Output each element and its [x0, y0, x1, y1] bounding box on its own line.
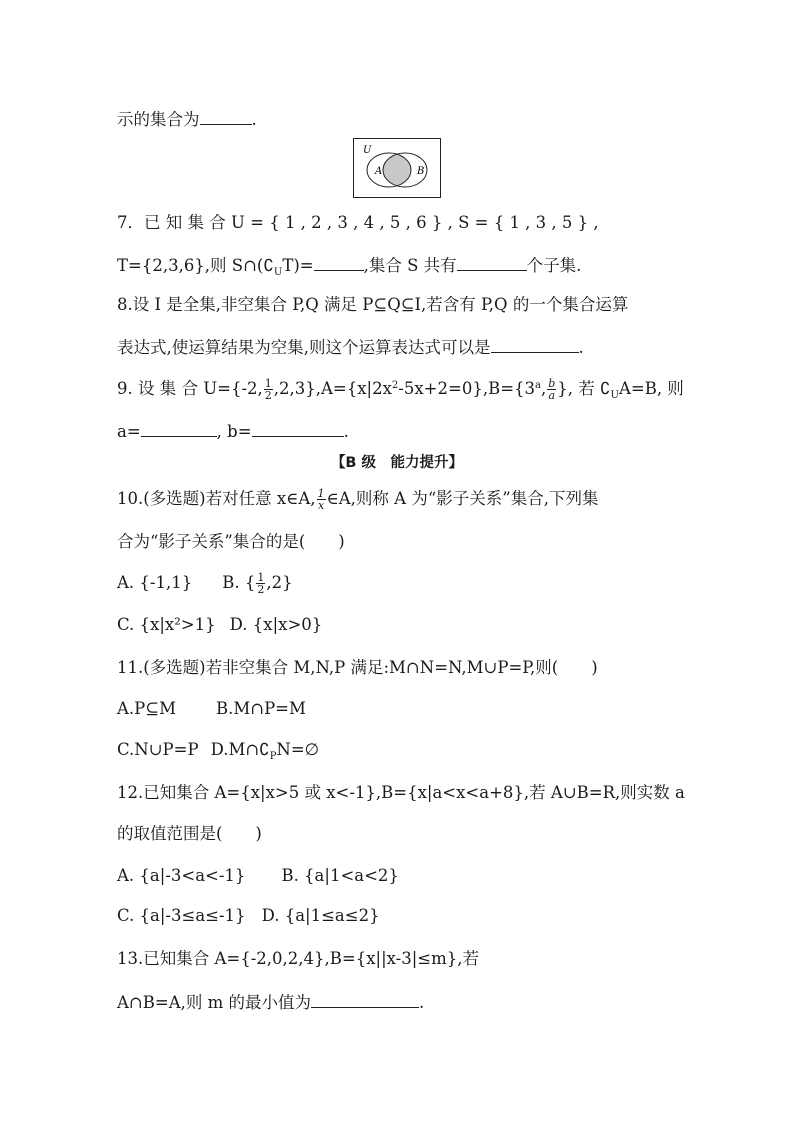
option-c[interactable]: C. {a|-3≤a≤-1} [117, 906, 246, 925]
venn-a-label: A [375, 166, 383, 177]
q8-line1: 8.设 I 是全集,非空集合 P,Q 满足 P⊆Q⊆I,若含有 P,Q 的一个集合运算 [117, 295, 629, 314]
section-heading: 【B 级 能力提升】 [330, 455, 464, 471]
answer-blank[interactable] [311, 989, 419, 1008]
q11-options-ab [117, 697, 306, 721]
q10-options-cd [117, 613, 322, 637]
fraction: $\frac{b}{a}$ [548, 377, 556, 402]
fraction: $\frac{1}{x}$ [317, 487, 325, 512]
q13-line1: 13.已知集合 A={-2,0,2,4},B={x||x-3|≤m},若 [117, 949, 480, 968]
q12-line2: 的取值范围是( ) [117, 824, 262, 843]
q11-line1: 11.(多选题)若非空集合 M,N,P 满足:M∩N=N,M∪P=P,则( ) [117, 658, 598, 677]
option-b[interactable]: B. { $\frac{1}{2}$ ,2} [222, 571, 293, 596]
q10-line2: 合为“影子关系”集合的是( ) [117, 532, 345, 551]
q9-line1: 9. 设 集 合 U={-2, $\frac{1}{2}$ $,2,3\},A=\{x|2x^2-5x+2=0\},B=\{3^a$, $\frac{b}{a}$ }, 若 $∁_UA=B$, 则 [117, 377, 684, 402]
option-a[interactable]: A.P⊆M [117, 699, 176, 718]
venn-diagram [353, 138, 441, 198]
venn-b-label: B [417, 166, 425, 177]
q10-line1: 10.(多选题)若对任意 x∈A, $\frac{1}{x}$ ∈A,则称 A 为“影子关系”集合,下列集 [117, 487, 599, 512]
venn-u-label: U [363, 145, 372, 156]
q10-options-ab [117, 571, 293, 595]
fraction: $\frac{1}{2}$ [257, 571, 265, 596]
answer-blank[interactable] [314, 252, 364, 271]
q13-line2: A∩B=A,则 m 的最小值为 . [117, 989, 424, 1015]
q8-line2: 表达式,使运算结果为空集,则这个运算表达式可以是 . [117, 334, 584, 360]
q9-line2: a= , b= . [117, 418, 349, 444]
option-c[interactable]: C. {x|x²>1} [117, 615, 216, 634]
q11-options-cd [117, 738, 319, 769]
option-c[interactable]: C.N∪P=P [117, 740, 199, 759]
option-b[interactable]: B. {a|1<a<2} [281, 866, 399, 885]
option-d[interactable]: D. {a|1≤a≤2} [261, 906, 380, 925]
answer-blank[interactable] [491, 334, 579, 353]
q12-options-ab [117, 864, 399, 888]
option-d[interactable]: $D.M\cap∁_PN=\emptyset$ [210, 740, 320, 762]
option-a[interactable]: A. {-1,1} [117, 573, 193, 592]
q6-tail-line: 示的集合为 . [117, 106, 257, 132]
answer-blank[interactable] [457, 252, 527, 271]
answer-blank[interactable] [252, 418, 344, 437]
q7-line2: T={2,3,6},则 $S\cap(∁_UT)=$ ,集合 S 共有 个子集. [117, 252, 581, 285]
fraction: $\frac{1}{2}$ [264, 377, 272, 402]
option-b[interactable]: B.M∩P=M [215, 699, 306, 718]
option-d[interactable]: D. {x|x>0} [229, 615, 323, 634]
answer-blank[interactable] [200, 106, 252, 125]
q12-options-cd [117, 904, 380, 928]
answer-blank[interactable] [141, 418, 217, 437]
option-a[interactable]: A. {a|-3<a<-1} [117, 866, 246, 885]
q12-line1: 12.已知集合 A={x|x>5 或 x<-1},B={x|a<x<a+8},若 A∪B=R,则实数 a [117, 783, 685, 802]
q7-line1: 7．已 知 集 合 U = { 1 , 2 , 3 , 4 , 5 , 6 } , S = { 1 , 3 , 5 } , [117, 213, 599, 232]
